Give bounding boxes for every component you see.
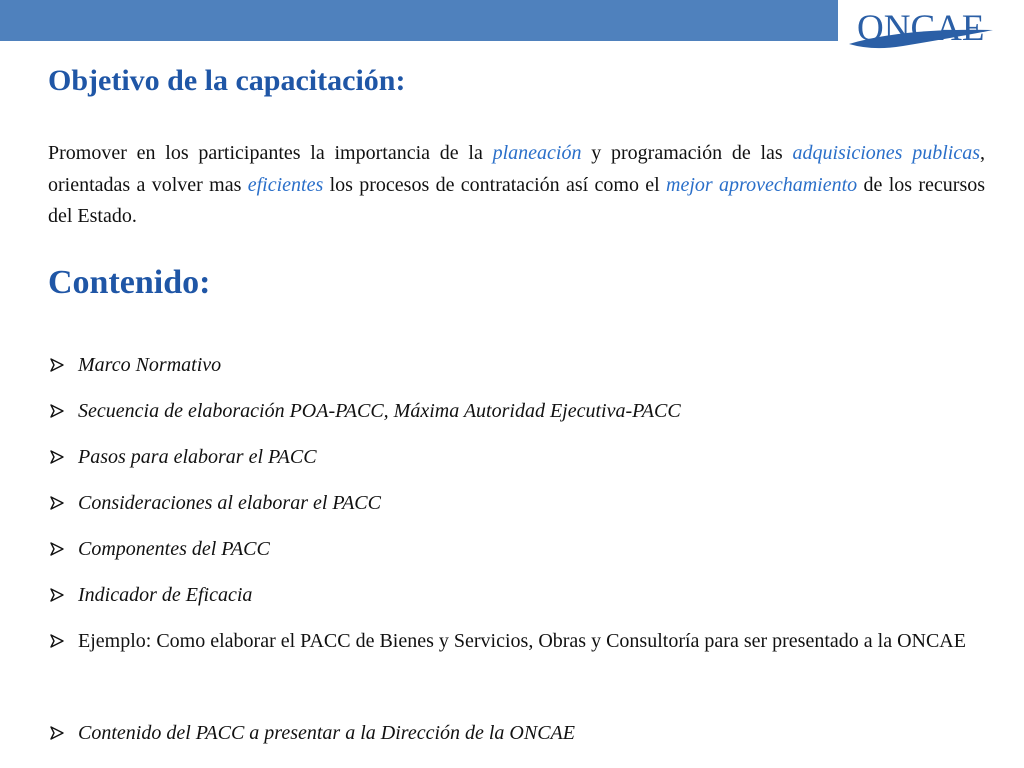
arrowhead-bullet-icon bbox=[50, 542, 64, 556]
objective-emphasis-3: eficientes bbox=[247, 173, 324, 196]
list-item-label: Contenido del PACC a presentar a la Dirección de la ONCAE bbox=[78, 722, 575, 744]
list-item bbox=[48, 618, 985, 710]
objective-text-3: , orientadas a volver mas bbox=[48, 142, 985, 196]
arrowhead-bullet-icon bbox=[50, 404, 64, 418]
list-item-label: Ejemplo: Como elaborar el PACC de Bienes y Servicios, Obras y Consultoría para ser presentado a la ONCAE bbox=[78, 630, 966, 652]
list-item-label: Secuencia de elaboración POA-PACC, Máxima Autoridad Ejecutiva-PACC bbox=[78, 400, 681, 422]
list-item bbox=[48, 434, 985, 480]
objective-text-2: y programación de las bbox=[581, 142, 793, 164]
content-title: Contenido: bbox=[48, 264, 211, 301]
objective-paragraph bbox=[48, 138, 985, 233]
list-item-label: Consideraciones al elaborar el PACC bbox=[78, 492, 381, 514]
objective-text-5: de los recursos del Estado. bbox=[48, 173, 986, 227]
objective-text-4: los procesos de contratación así como el bbox=[323, 173, 667, 196]
objective-emphasis-1: planeación bbox=[492, 142, 582, 164]
list-item bbox=[48, 526, 985, 572]
list-item-label: Componentes del PACC bbox=[78, 538, 270, 560]
arrowhead-bullet-icon bbox=[50, 726, 64, 740]
list-item-label: Pasos para elaborar el PACC bbox=[78, 446, 317, 468]
objective-text-1: Promover en los participantes la importancia de la bbox=[48, 142, 493, 164]
objective-emphasis-4: mejor aprovechamiento bbox=[666, 173, 858, 196]
list-item-label: Indicador de Eficacia bbox=[78, 584, 253, 606]
oncae-logo bbox=[843, 0, 1024, 60]
list-item bbox=[48, 710, 985, 756]
list-item bbox=[48, 342, 985, 388]
arrowhead-bullet-icon bbox=[50, 358, 64, 372]
list-item bbox=[48, 388, 985, 434]
arrowhead-bullet-icon bbox=[50, 450, 64, 464]
content-list bbox=[48, 342, 985, 756]
objective-emphasis-2: adquisiciones publicas bbox=[792, 142, 980, 164]
arrowhead-bullet-icon bbox=[50, 634, 64, 648]
arrowhead-bullet-icon bbox=[50, 588, 64, 602]
header-bar bbox=[0, 0, 838, 41]
list-item bbox=[48, 480, 985, 526]
list-item-label: Marco Normativo bbox=[78, 354, 222, 376]
logo-text: ONCAE bbox=[857, 8, 985, 49]
list-item bbox=[48, 572, 985, 618]
objective-title: Objetivo de la capacitación: bbox=[48, 64, 406, 97]
arrowhead-bullet-icon bbox=[50, 496, 64, 510]
